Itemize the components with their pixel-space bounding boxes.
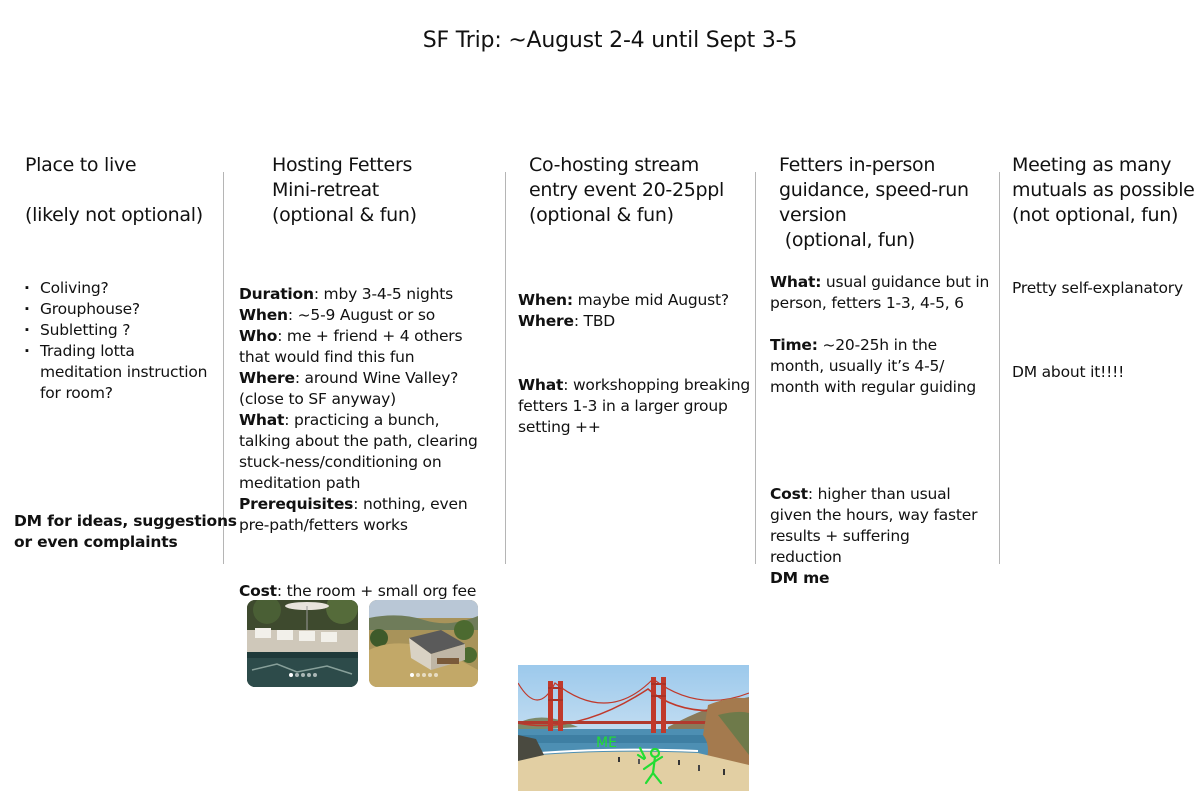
detail-line: fetters 1-3 in a larger group [518,397,728,415]
heading-line: Fetters in-person [779,154,936,176]
detail-line: Where: around Wine Valley? [239,369,459,387]
carousel-dots [247,662,358,681]
mutuals-heading [1012,153,1195,228]
house-photo[interactable] [369,600,478,687]
detail-line: person, fetters 1-3, 4-5, 6 [770,294,964,312]
heading-line: mutuals as possible [1012,179,1195,201]
detail-line: Prerequisites: nothing, even [239,495,468,513]
detail-line: Cost: higher than usual [770,485,951,503]
mutuals-text: Pretty self-explanatory [1012,279,1183,297]
golden-gate-photo [518,665,749,791]
heading-line: guidance, speed-run [779,179,969,201]
bullet-continuation: for room? [40,384,113,402]
heading-line: Meeting as many [1012,154,1172,176]
guidance-heading [779,153,969,253]
dm-line: or even complaints [14,533,178,551]
detail-line: given the hours, way faster [770,506,978,524]
column-divider [999,172,1000,564]
detail-line: month, usually it’s 4-5/ [770,357,945,375]
stream-heading [529,153,724,228]
detail-line: setting ++ [518,418,601,436]
heading-line: (not optional, fun) [1012,204,1179,226]
stream-when-where [518,290,729,332]
dm-line: DM for ideas, suggestions [14,512,237,530]
heading-line: (likely not optional) [25,204,203,226]
guidance-cost [770,484,977,589]
column-divider [505,172,506,564]
bullet-continuation: meditation instruction [40,363,208,381]
column-divider [755,172,756,564]
heading-line: Place to live [25,154,137,176]
heading-line: entry event 20-25ppl [529,179,725,201]
guidance-dm: DM me [770,569,830,587]
retreat-cost: Cost: the room + small org fee [239,582,477,600]
carousel-dots [369,662,478,681]
heading-line: (optional, fun) [779,229,915,251]
heading-line: Mini-retreat [272,179,379,201]
mutuals-dm: DM about it!!!! [1012,363,1125,381]
detail-line: Duration: mby 3-4-5 nights [239,285,454,303]
detail-line: that would find this fun [239,348,415,366]
detail-line: What: usual guidance but in [770,273,990,291]
detail-line: results + suffering [770,527,910,545]
detail-line: stuck-ness/conditioning on [239,453,442,471]
detail-line: month with regular guiding [770,378,976,396]
detail-line: Where: TBD [518,312,615,330]
bullet-item: · Trading lotta [24,341,207,362]
guidance-time [770,335,976,398]
pool-photo[interactable] [247,600,358,687]
detail-line: Time: ~20-25h in the [770,336,937,354]
stream-what [518,375,750,438]
page-title: SF Trip: ~August 2-4 until Sept 3-5 [422,28,798,53]
detail-line: What: practicing a bunch, [239,411,440,429]
detail-line: When: maybe mid August? [518,291,729,309]
detail-line: (close to SF anyway) [239,390,396,408]
photo-label: ME [596,735,617,751]
place-dm-note [14,511,237,553]
column-divider [223,172,224,564]
detail-line: reduction [770,548,842,566]
bullet-item: · Subletting ? [24,320,207,341]
bullet-item: · Coliving? [24,278,207,299]
retreat-heading [272,153,417,228]
heading-line: Co-hosting stream [529,154,700,176]
guidance-what [770,272,989,314]
detail-line: talking about the path, clearing [239,432,478,450]
bullet-item: · Grouphouse? [24,299,207,320]
retreat-details [239,284,478,536]
place-heading [25,153,203,228]
place-options [24,278,207,404]
detail-line: meditation path [239,474,361,492]
heading-line: (optional & fun) [529,204,674,226]
heading-line: Hosting Fetters [272,154,413,176]
detail-line: Who: me + friend + 4 others [239,327,463,345]
detail-line: pre-path/fetters works [239,516,408,534]
heading-line: version [779,204,847,226]
detail-line: What: workshopping breaking [518,376,751,394]
detail-line: When: ~5-9 August or so [239,306,435,324]
heading-line: (optional & fun) [272,204,417,226]
